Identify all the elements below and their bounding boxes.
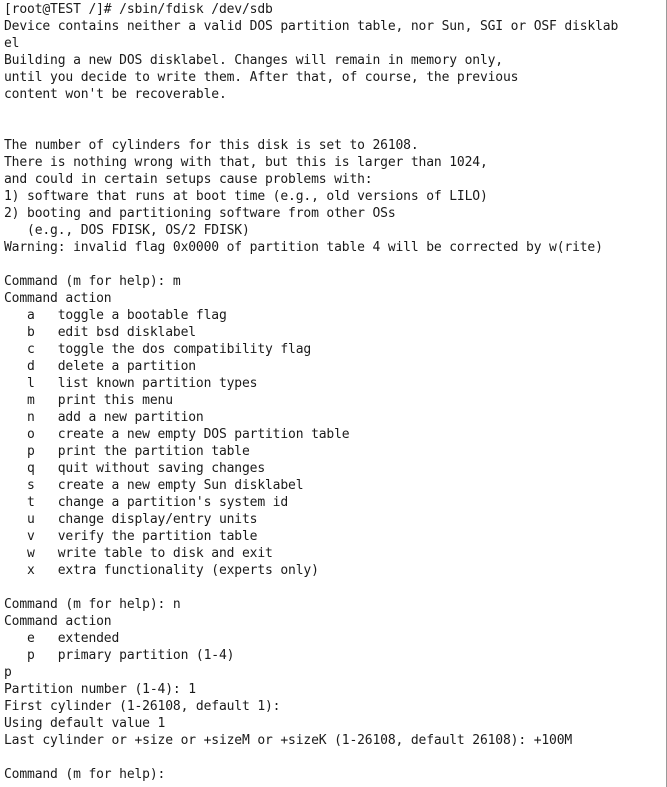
terminal-line: Device contains neither a valid DOS partition table, nor Sun, SGI or OSF disklab xyxy=(4,19,619,34)
terminal-line: (e.g., DOS FDISK, OS/2 FDISK) xyxy=(4,223,250,238)
terminal-line: and could in certain setups cause problems with: xyxy=(4,172,373,187)
terminal-line: s create a new empty Sun disklabel xyxy=(4,478,304,493)
terminal-line: o create a new empty DOS partition table xyxy=(4,427,350,442)
terminal-line: First cylinder (1-26108, default 1): xyxy=(4,699,281,714)
terminal-line: w write table to disk and exit xyxy=(4,546,273,561)
terminal-line: m print this menu xyxy=(4,393,173,408)
terminal-line: q quit without saving changes xyxy=(4,461,266,476)
terminal-line: Command (m for help): m xyxy=(4,274,181,289)
terminal-line: content won't be recoverable. xyxy=(4,87,227,102)
terminal-line: d delete a partition xyxy=(4,359,196,374)
terminal-line: Building a new DOS disklabel. Changes will remain in memory only, xyxy=(4,53,503,68)
terminal-line: p xyxy=(4,665,12,680)
terminal-line xyxy=(4,103,667,120)
terminal-line: x extra functionality (experts only) xyxy=(4,563,319,578)
terminal-line: [root@TEST /]# /sbin/fdisk /dev/sdb xyxy=(4,2,273,17)
terminal-line xyxy=(4,120,667,137)
terminal-line: c toggle the dos compatibility flag xyxy=(4,342,312,357)
terminal-line: u change display/entry units xyxy=(4,512,258,527)
terminal-line: There is nothing wrong with that, but this is larger than 1024, xyxy=(4,155,488,170)
terminal-line: Warning: invalid flag 0x0000 of partition table 4 will be corrected by w(rite) xyxy=(4,240,603,255)
terminal-line: Command (m for help): n xyxy=(4,597,181,612)
terminal-line: t change a partition's system id xyxy=(4,495,289,510)
terminal-line: n add a new partition xyxy=(4,410,204,425)
terminal-prompt-line[interactable]: Command (m for help): xyxy=(4,767,166,782)
terminal-line: el xyxy=(4,36,20,51)
terminal-line: Using default value 1 xyxy=(4,716,166,731)
terminal-line: Command action xyxy=(4,614,112,629)
terminal-line: a toggle a bootable flag xyxy=(4,308,227,323)
terminal-line: The number of cylinders for this disk is set to 26108. xyxy=(4,138,419,153)
terminal-line: Command action xyxy=(4,291,112,306)
terminal-line xyxy=(4,749,667,766)
terminal-line: p primary partition (1-4) xyxy=(4,648,235,663)
terminal-line: Partition number (1-4): 1 xyxy=(4,682,196,697)
terminal-line: p print the partition table xyxy=(4,444,250,459)
terminal-line: b edit bsd disklabel xyxy=(4,325,196,340)
terminal-line: 1) software that runs at boot time (e.g., old versions of LILO) xyxy=(4,189,488,204)
terminal-line: Last cylinder or +size or +sizeM or +sizeK (1-26108, default 26108): +100M xyxy=(4,733,573,748)
terminal-line: v verify the partition table xyxy=(4,529,258,544)
terminal-line: e extended xyxy=(4,631,120,646)
terminal-line: until you decide to write them. After that, of course, the previous xyxy=(4,70,519,85)
terminal-line xyxy=(4,256,667,273)
terminal-line: l list known partition types xyxy=(4,376,258,391)
terminal-line: 2) booting and partitioning software from other OSs xyxy=(4,206,396,221)
terminal-line xyxy=(4,579,667,596)
